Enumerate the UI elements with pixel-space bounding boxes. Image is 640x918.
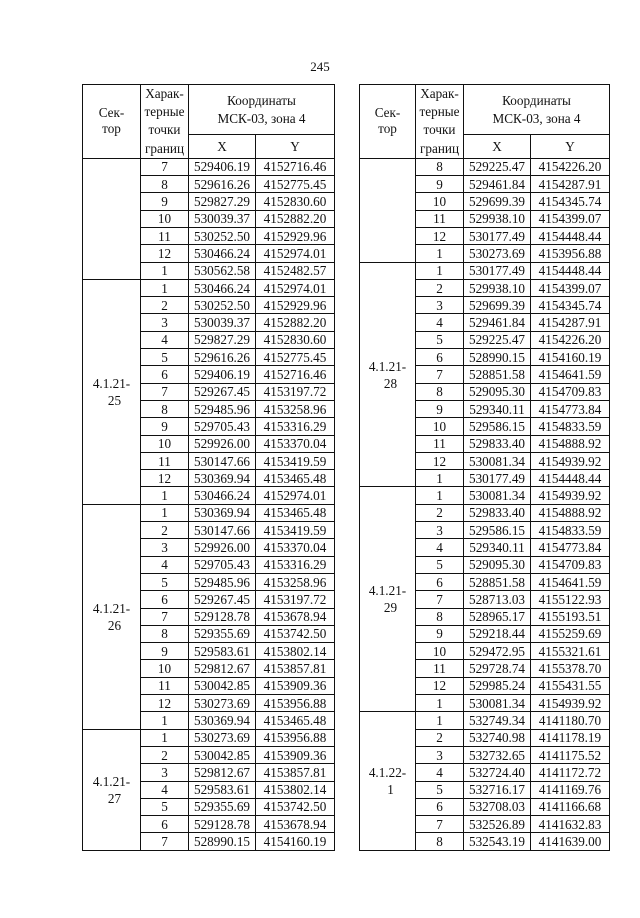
point-number-cell: 3 [416, 746, 464, 763]
characteristic-points-header [141, 85, 189, 159]
right-coordinates-table [359, 84, 610, 851]
y-coordinate-cell: 4153802.14 [256, 643, 335, 660]
y-coordinate-cell: 4152882.20 [256, 210, 335, 227]
y-coordinate-cell: 4154709.83 [531, 383, 610, 400]
y-coordinate-cell: 4152482.57 [256, 262, 335, 279]
char-header-line2: терные [144, 104, 185, 120]
x-coordinate-cell: 530042.85 [189, 746, 256, 763]
x-coordinate-cell: 529985.24 [464, 677, 531, 694]
point-number-cell: 7 [141, 833, 189, 850]
sector-cell [360, 262, 416, 487]
x-coordinate-cell: 529705.43 [189, 418, 256, 435]
point-number-cell: 4 [416, 539, 464, 556]
point-number-cell: 4 [141, 331, 189, 348]
y-coordinate-cell: 4154160.19 [256, 833, 335, 850]
y-coordinate-cell: 4154888.92 [531, 435, 610, 452]
y-coordinate-cell: 4154773.84 [531, 400, 610, 417]
x-coordinate-cell: 530039.37 [189, 210, 256, 227]
point-number-cell: 5 [141, 798, 189, 815]
table-row [83, 158, 335, 175]
x-coordinate-cell: 529485.96 [189, 400, 256, 417]
point-number-cell: 2 [141, 746, 189, 763]
point-number-cell: 5 [141, 573, 189, 590]
sector-code: 4.1.21- [92, 375, 131, 391]
sector-cell [360, 487, 416, 712]
y-coordinate-cell: 4152716.46 [256, 158, 335, 175]
x-coordinate-cell: 530466.24 [189, 279, 256, 296]
x-coordinate-cell: 529586.15 [464, 522, 531, 539]
y-coordinate-cell: 4152974.01 [256, 279, 335, 296]
point-number-cell: 2 [141, 522, 189, 539]
y-coordinate-cell: 4154287.91 [531, 176, 610, 193]
y-coordinate-cell: 4153742.50 [256, 798, 335, 815]
sector-cell [360, 712, 416, 850]
y-coordinate-cell: 4153956.88 [256, 695, 335, 712]
x-coordinate-cell: 532724.40 [464, 764, 531, 781]
point-number-cell: 4 [416, 314, 464, 331]
char-header-line3: точки [423, 122, 456, 138]
y-coordinate-cell: 4154448.44 [531, 228, 610, 245]
x-coordinate-cell: 529218.44 [464, 625, 531, 642]
x-coordinate-cell: 529728.74 [464, 660, 531, 677]
y-coordinate-cell: 4153465.48 [256, 712, 335, 729]
point-number-cell: 8 [416, 383, 464, 400]
point-number-cell: 12 [416, 452, 464, 469]
y-coordinate-cell: 4153370.04 [256, 539, 335, 556]
y-coordinate-cell: 4153956.88 [256, 729, 335, 746]
point-number-cell: 10 [416, 193, 464, 210]
x-coordinate-cell: 529340.11 [464, 539, 531, 556]
point-number-cell: 3 [141, 314, 189, 331]
sector-header-line2: тор [378, 121, 397, 137]
sector-cell [83, 729, 141, 850]
y-coordinate-cell: 4141632.83 [531, 816, 610, 833]
point-number-cell: 11 [416, 210, 464, 227]
point-number-cell: 12 [141, 695, 189, 712]
characteristic-points-header [416, 85, 464, 159]
sector-suffix: 27 [107, 790, 122, 806]
table-row [360, 262, 610, 279]
x-coordinate-cell: 529938.10 [464, 279, 531, 296]
y-coordinate-cell: 4152974.01 [256, 245, 335, 262]
point-number-cell: 3 [141, 539, 189, 556]
x-coordinate-cell: 532543.19 [464, 833, 531, 850]
x-coordinate-cell: 530369.94 [189, 470, 256, 487]
sector-code: 4.1.21- [92, 773, 131, 789]
point-number-cell: 1 [416, 262, 464, 279]
point-number-cell: 6 [416, 798, 464, 815]
char-header-line1: Харак- [145, 86, 184, 101]
sector-suffix: 29 [383, 600, 398, 616]
left-table-body [83, 158, 335, 850]
x-coordinate-cell: 529461.84 [464, 314, 531, 331]
x-coordinate-cell: 530562.58 [189, 262, 256, 279]
y-coordinate-cell: 4152929.96 [256, 228, 335, 245]
x-coordinate-cell: 530081.34 [464, 695, 531, 712]
x-coordinate-cell: 529128.78 [189, 816, 256, 833]
right-table-body [360, 158, 610, 850]
point-number-cell: 10 [416, 643, 464, 660]
y-coordinate-cell: 4154939.92 [531, 487, 610, 504]
y-coordinate-cell: 4153857.81 [256, 660, 335, 677]
sector-suffix: 1 [387, 782, 394, 797]
point-number-cell: 9 [416, 176, 464, 193]
x-coordinate-cell: 529926.00 [189, 539, 256, 556]
y-coordinate-cell: 4153258.96 [256, 573, 335, 590]
point-number-cell: 7 [141, 383, 189, 400]
y-coordinate-cell: 4152929.96 [256, 297, 335, 314]
x-coordinate-cell: 529267.45 [189, 383, 256, 400]
point-number-cell: 8 [141, 625, 189, 642]
y-coordinate-cell: 4152882.20 [256, 314, 335, 331]
point-number-cell: 6 [416, 573, 464, 590]
table-row [83, 279, 335, 296]
y-coordinate-cell: 4154939.92 [531, 452, 610, 469]
sector-code: 4.1.22- [368, 765, 407, 780]
point-number-cell: 9 [416, 400, 464, 417]
x-coordinate-cell: 530081.34 [464, 487, 531, 504]
point-number-cell: 11 [416, 660, 464, 677]
x-coordinate-cell: 529827.29 [189, 331, 256, 348]
x-coordinate-cell: 529095.30 [464, 556, 531, 573]
point-number-cell: 1 [416, 245, 464, 262]
y-coordinate-cell: 4154448.44 [531, 262, 610, 279]
x-coordinate-cell: 528851.58 [464, 366, 531, 383]
y-coordinate-cell: 4153909.36 [256, 746, 335, 763]
point-number-cell: 9 [416, 625, 464, 642]
y-coordinate-cell: 4153802.14 [256, 781, 335, 798]
y-coordinate-cell: 4153258.96 [256, 400, 335, 417]
point-number-cell: 1 [141, 504, 189, 521]
x-coordinate-cell: 529583.61 [189, 643, 256, 660]
y-coordinate-cell: 4153419.59 [256, 452, 335, 469]
y-coordinate-cell: 4153909.36 [256, 677, 335, 694]
sector-suffix: 25 [107, 392, 122, 408]
x-coordinate-cell: 528851.58 [464, 573, 531, 590]
y-coordinate-cell: 4153419.59 [256, 522, 335, 539]
point-number-cell: 2 [416, 504, 464, 521]
x-coordinate-cell: 532526.89 [464, 816, 531, 833]
sector-header [83, 85, 141, 159]
point-number-cell: 12 [416, 228, 464, 245]
sector-cell [83, 158, 141, 279]
y-coordinate-cell: 4155321.61 [531, 643, 610, 660]
x-coordinate-cell: 529699.39 [464, 193, 531, 210]
point-number-cell: 7 [416, 816, 464, 833]
x-coordinate-cell: 530252.50 [189, 228, 256, 245]
x-coordinate-cell: 529827.29 [189, 193, 256, 210]
point-number-cell: 6 [141, 366, 189, 383]
x-coordinate-cell: 528990.15 [189, 833, 256, 850]
table-row [360, 712, 610, 729]
y-coordinate-cell: 4154773.84 [531, 539, 610, 556]
x-coordinate-cell: 530177.49 [464, 228, 531, 245]
table-row [83, 729, 335, 746]
y-coordinate-cell: 4155259.69 [531, 625, 610, 642]
y-coordinate-cell: 4152974.01 [256, 487, 335, 504]
point-number-cell: 12 [141, 245, 189, 262]
point-number-cell: 6 [141, 816, 189, 833]
point-number-cell: 1 [416, 695, 464, 712]
point-number-cell: 5 [416, 556, 464, 573]
left-coordinates-table [82, 84, 335, 851]
y-coordinate-cell: 4154641.59 [531, 366, 610, 383]
coordinates-header [189, 85, 335, 135]
y-coordinate-cell: 4141178.19 [531, 729, 610, 746]
point-number-cell: 1 [416, 487, 464, 504]
y-coordinate-cell: 4154345.74 [531, 297, 610, 314]
point-number-cell: 5 [416, 331, 464, 348]
sector-code: 4.1.21- [368, 358, 407, 374]
x-coordinate-cell: 529406.19 [189, 366, 256, 383]
y-coordinate-cell: 4154287.91 [531, 314, 610, 331]
point-number-cell: 10 [141, 210, 189, 227]
x-coordinate-cell: 530039.37 [189, 314, 256, 331]
point-number-cell: 8 [416, 608, 464, 625]
point-number-cell: 4 [141, 781, 189, 798]
point-number-cell: 3 [416, 522, 464, 539]
sector-header [360, 85, 416, 159]
x-coordinate-cell: 529616.26 [189, 349, 256, 366]
y-coordinate-cell: 4154160.19 [531, 349, 610, 366]
coord-header-line1: Координаты [227, 92, 296, 108]
y-coordinate-cell: 4155378.70 [531, 660, 610, 677]
point-number-cell: 1 [416, 470, 464, 487]
sector-header-line1: Сек- [374, 105, 401, 121]
x-coordinate-cell: 532716.17 [464, 781, 531, 798]
y-coordinate-cell: 4152716.46 [256, 366, 335, 383]
point-number-cell: 10 [416, 418, 464, 435]
y-coordinate-cell: 4154888.92 [531, 504, 610, 521]
y-coordinate-cell: 4153857.81 [256, 764, 335, 781]
point-number-cell: 2 [141, 297, 189, 314]
y-coordinate-cell: 4154399.07 [531, 279, 610, 296]
point-number-cell: 9 [141, 643, 189, 660]
char-header-line4: границ [144, 140, 185, 156]
point-number-cell: 11 [416, 435, 464, 452]
y-coordinate-cell: 4141172.72 [531, 764, 610, 781]
x-coordinate-cell: 530252.50 [189, 297, 256, 314]
point-number-cell: 11 [141, 677, 189, 694]
page-number: 245 [310, 59, 330, 74]
point-number-cell: 11 [141, 228, 189, 245]
point-number-cell: 3 [141, 764, 189, 781]
y-column-header: Y [256, 135, 335, 159]
x-coordinate-cell: 532732.65 [464, 746, 531, 763]
y-coordinate-cell: 4154448.44 [531, 470, 610, 487]
char-header-line2: терные [419, 104, 460, 120]
x-coordinate-cell: 529583.61 [189, 781, 256, 798]
point-number-cell: 11 [141, 452, 189, 469]
x-coordinate-cell: 529225.47 [464, 158, 531, 175]
x-coordinate-cell: 529833.40 [464, 504, 531, 521]
y-coordinate-cell: 4153678.94 [256, 608, 335, 625]
y-coordinate-cell: 4153956.88 [531, 245, 610, 262]
point-number-cell: 1 [141, 262, 189, 279]
y-coordinate-cell: 4141639.00 [531, 833, 610, 850]
x-coordinate-cell: 530466.24 [189, 487, 256, 504]
coord-header-line2: МСК-03, зона 4 [492, 110, 581, 126]
y-coordinate-cell: 4154345.74 [531, 193, 610, 210]
y-coordinate-cell: 4141169.76 [531, 781, 610, 798]
point-number-cell: 8 [141, 176, 189, 193]
x-coordinate-cell: 528965.17 [464, 608, 531, 625]
table-row [360, 487, 610, 504]
sector-code: 4.1.21- [92, 600, 131, 616]
x-coordinate-cell: 529406.19 [189, 158, 256, 175]
coord-header-line2: МСК-03, зона 4 [217, 110, 306, 126]
x-coordinate-cell: 528713.03 [464, 591, 531, 608]
y-coordinate-cell: 4154641.59 [531, 573, 610, 590]
point-number-cell: 6 [416, 349, 464, 366]
x-coordinate-cell: 530081.34 [464, 452, 531, 469]
table-row [360, 158, 610, 175]
x-coordinate-cell: 529616.26 [189, 176, 256, 193]
x-coordinate-cell: 529485.96 [189, 573, 256, 590]
x-coordinate-cell: 530177.49 [464, 470, 531, 487]
y-coordinate-cell: 4153197.72 [256, 591, 335, 608]
sector-cell [83, 504, 141, 729]
y-column-header: Y [531, 135, 610, 159]
y-coordinate-cell: 4152775.45 [256, 349, 335, 366]
point-number-cell: 6 [141, 591, 189, 608]
x-coordinate-cell: 529586.15 [464, 418, 531, 435]
point-number-cell: 1 [416, 712, 464, 729]
point-number-cell: 3 [416, 297, 464, 314]
y-coordinate-cell: 4153370.04 [256, 435, 335, 452]
x-coordinate-cell: 529225.47 [464, 331, 531, 348]
y-coordinate-cell: 4153197.72 [256, 383, 335, 400]
point-number-cell: 10 [141, 660, 189, 677]
y-coordinate-cell: 4154226.20 [531, 331, 610, 348]
x-coordinate-cell: 529355.69 [189, 625, 256, 642]
point-number-cell: 4 [416, 764, 464, 781]
y-coordinate-cell: 4153465.48 [256, 504, 335, 521]
point-number-cell: 7 [416, 366, 464, 383]
y-coordinate-cell: 4152830.60 [256, 331, 335, 348]
coord-header-line1: Координаты [502, 92, 571, 108]
sector-cell [83, 279, 141, 504]
x-coordinate-cell: 529699.39 [464, 297, 531, 314]
x-coordinate-cell: 532708.03 [464, 798, 531, 815]
y-coordinate-cell: 4154833.59 [531, 418, 610, 435]
x-coordinate-cell: 530466.24 [189, 245, 256, 262]
y-coordinate-cell: 4153678.94 [256, 816, 335, 833]
x-coordinate-cell: 530369.94 [189, 504, 256, 521]
y-coordinate-cell: 4154833.59 [531, 522, 610, 539]
x-coordinate-cell: 530147.66 [189, 452, 256, 469]
x-coordinate-cell: 529938.10 [464, 210, 531, 227]
y-coordinate-cell: 4153742.50 [256, 625, 335, 642]
point-number-cell: 1 [141, 279, 189, 296]
point-number-cell: 2 [416, 729, 464, 746]
point-number-cell: 9 [141, 418, 189, 435]
x-coordinate-cell: 529461.84 [464, 176, 531, 193]
x-coordinate-cell: 529472.95 [464, 643, 531, 660]
y-coordinate-cell: 4155193.51 [531, 608, 610, 625]
y-coordinate-cell: 4141166.68 [531, 798, 610, 815]
sector-suffix: 26 [107, 617, 122, 633]
sector-code: 4.1.21- [368, 583, 407, 599]
point-number-cell: 7 [141, 158, 189, 175]
y-coordinate-cell: 4152775.45 [256, 176, 335, 193]
x-coordinate-cell: 529812.67 [189, 764, 256, 781]
point-number-cell: 12 [141, 470, 189, 487]
point-number-cell: 8 [416, 833, 464, 850]
x-coordinate-cell: 529812.67 [189, 660, 256, 677]
table-row [83, 504, 335, 521]
sector-header-line2: тор [102, 121, 121, 137]
x-coordinate-cell: 528990.15 [464, 349, 531, 366]
x-coordinate-cell: 530273.69 [189, 729, 256, 746]
char-header-line1: Харак- [420, 86, 459, 101]
y-coordinate-cell: 4155122.93 [531, 591, 610, 608]
point-number-cell: 1 [141, 712, 189, 729]
y-coordinate-cell: 4154939.92 [531, 695, 610, 712]
y-coordinate-cell: 4155431.55 [531, 677, 610, 694]
point-number-cell: 5 [141, 349, 189, 366]
y-coordinate-cell: 4153316.29 [256, 418, 335, 435]
point-number-cell: 1 [141, 487, 189, 504]
point-number-cell: 12 [416, 677, 464, 694]
x-coordinate-cell: 530369.94 [189, 712, 256, 729]
point-number-cell: 10 [141, 435, 189, 452]
point-number-cell: 1 [141, 729, 189, 746]
x-column-header: X [189, 135, 256, 159]
x-coordinate-cell: 529095.30 [464, 383, 531, 400]
y-coordinate-cell: 4154399.07 [531, 210, 610, 227]
x-coordinate-cell: 530042.85 [189, 677, 256, 694]
sector-suffix: 28 [383, 375, 398, 391]
y-coordinate-cell: 4153316.29 [256, 556, 335, 573]
point-number-cell: 9 [141, 193, 189, 210]
point-number-cell: 8 [141, 400, 189, 417]
x-column-header: X [464, 135, 531, 159]
y-coordinate-cell: 4154709.83 [531, 556, 610, 573]
x-coordinate-cell: 530177.49 [464, 262, 531, 279]
char-header-line3: точки [148, 122, 181, 138]
x-coordinate-cell: 532740.98 [464, 729, 531, 746]
point-number-cell: 7 [141, 608, 189, 625]
x-coordinate-cell: 529926.00 [189, 435, 256, 452]
y-coordinate-cell: 4141180.70 [531, 712, 610, 729]
x-coordinate-cell: 530273.69 [464, 245, 531, 262]
point-number-cell: 8 [416, 158, 464, 175]
y-coordinate-cell: 4141175.52 [531, 746, 610, 763]
point-number-cell: 7 [416, 591, 464, 608]
x-coordinate-cell: 529355.69 [189, 798, 256, 815]
x-coordinate-cell: 529267.45 [189, 591, 256, 608]
point-number-cell: 5 [416, 781, 464, 798]
coordinates-header [464, 85, 610, 135]
x-coordinate-cell: 529705.43 [189, 556, 256, 573]
x-coordinate-cell: 529128.78 [189, 608, 256, 625]
x-coordinate-cell: 529833.40 [464, 435, 531, 452]
y-coordinate-cell: 4152830.60 [256, 193, 335, 210]
point-number-cell: 2 [416, 279, 464, 296]
x-coordinate-cell: 530147.66 [189, 522, 256, 539]
sector-cell [360, 158, 416, 262]
x-coordinate-cell: 529340.11 [464, 400, 531, 417]
y-coordinate-cell: 4153465.48 [256, 470, 335, 487]
y-coordinate-cell: 4154226.20 [531, 158, 610, 175]
sector-header-line1: Сек- [98, 105, 125, 121]
point-number-cell: 4 [141, 556, 189, 573]
x-coordinate-cell: 532749.34 [464, 712, 531, 729]
x-coordinate-cell: 530273.69 [189, 695, 256, 712]
char-header-line4: границ [419, 140, 460, 156]
